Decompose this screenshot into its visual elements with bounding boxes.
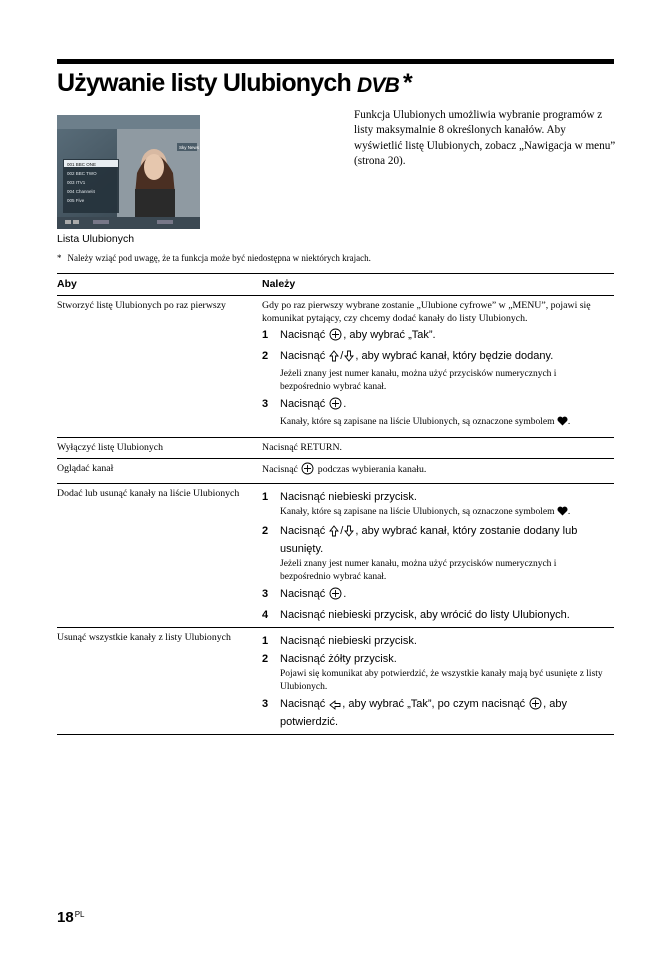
table-row bbox=[57, 438, 614, 459]
note-marker: * bbox=[57, 253, 62, 263]
row-instruction bbox=[262, 628, 614, 735]
availability-note bbox=[57, 252, 617, 264]
row-instruction bbox=[262, 484, 614, 628]
page-title-text: Używanie listy Ulubionych bbox=[57, 69, 351, 97]
step: 2 Nacisnąć żółty przycisk. bbox=[262, 653, 397, 665]
enter-button-icon bbox=[529, 697, 542, 715]
page-language: PL bbox=[74, 910, 85, 919]
page-number: 18 bbox=[57, 909, 74, 926]
table-row bbox=[57, 484, 614, 628]
row-instruction: Nacisnąć podczas wybierania kanału. bbox=[262, 459, 614, 484]
title-rule bbox=[57, 59, 614, 64]
enter-button-icon bbox=[329, 328, 342, 346]
table-row bbox=[57, 459, 614, 484]
screenshot-channel-row: 005 Five bbox=[67, 198, 85, 203]
left-arrow-icon bbox=[329, 700, 341, 715]
screenshot-channel-row: 002 BBC TWO bbox=[67, 171, 97, 176]
step-note: Kanały, które są zapisane na liście Ulubionych, są oznaczone symbolem . bbox=[280, 416, 608, 431]
page-footer bbox=[57, 909, 84, 927]
step-note: Jeżeli znany jest numer kanału, można użyć przycisków numerycznych i bezpośrednio wybrać kanał. bbox=[280, 369, 557, 392]
enter-button-icon bbox=[329, 397, 342, 415]
heart-icon bbox=[557, 416, 568, 431]
step: 3 Nacisnąć . bbox=[262, 397, 608, 415]
page-title bbox=[57, 66, 614, 104]
table-row bbox=[57, 296, 614, 438]
row-action: Oglądać kanał bbox=[57, 459, 262, 484]
screenshot-channel-row: 001 BBC ONE bbox=[67, 162, 97, 167]
row-intro: Gdy po raz pierwszy wybrane zostanie „Ulubione cyfrowe” w „MENU”, pojawi się komunikat pytający, czy chcemy dodać kanały do listy Ulubionych. bbox=[262, 300, 591, 324]
down-arrow-icon bbox=[344, 525, 354, 542]
favourites-list-screenshot bbox=[57, 115, 200, 229]
row-instruction: Nacisnąć RETURN. bbox=[262, 438, 614, 459]
step-note: Jeżeli znany jest numer kanału, można użyć przycisków numerycznych i bezpośrednio wybrać kanał. bbox=[280, 559, 557, 582]
row-action: Dodać lub usunąć kanały na liście Ulubionych bbox=[57, 484, 262, 628]
step-note: Pojawi się komunikat aby potwierdzić, że wszystkie kanały mają być usunięte z listy Ulubionych. bbox=[280, 669, 603, 692]
dvb-logo bbox=[357, 70, 403, 104]
row-instruction bbox=[262, 296, 614, 438]
down-arrow-icon bbox=[344, 350, 354, 367]
step: 4 Nacisnąć niebieski przycisk, aby wrócić do listy Ulubionych. bbox=[262, 609, 570, 621]
step: 1 Nacisnąć niebieski przycisk. bbox=[262, 491, 417, 503]
step-note: Kanały, które są zapisane na liście Ulubionych, są oznaczone symbolem . bbox=[280, 506, 608, 521]
step: 3 Nacisnąć , aby wybrać „Tak”, po czym nacisnąć , aby potwierdzić. bbox=[262, 698, 567, 728]
step: 2 Nacisnąć / , aby wybrać kanał, który zostanie dodany lub usunięty. bbox=[262, 525, 578, 555]
step: 1 Nacisnąć niebieski przycisk. bbox=[262, 635, 417, 647]
instruction-table bbox=[57, 273, 614, 735]
row-action: Stworzyć listę Ulubionych po raz pierwszy bbox=[57, 296, 262, 438]
up-arrow-icon bbox=[329, 350, 339, 367]
screenshot-channel-row: 004 Channel4 bbox=[67, 189, 96, 194]
screenshot-caption: Lista Ulubionych bbox=[57, 233, 135, 245]
table-row bbox=[57, 628, 614, 735]
enter-button-icon bbox=[329, 587, 342, 605]
up-arrow-icon bbox=[329, 525, 339, 542]
row-action: Usunąć wszystkie kanały z listy Ulubionych bbox=[57, 628, 262, 735]
enter-button-icon bbox=[301, 462, 314, 479]
title-asterisk: * bbox=[402, 69, 412, 97]
badge-text: Sky News bbox=[179, 145, 200, 150]
heart-icon bbox=[557, 506, 568, 521]
step: 2 Nacisnąć / , aby wybrać kanał, który będzie dodany. bbox=[262, 349, 608, 367]
screenshot-channel-row: 003 ITV1 bbox=[67, 180, 86, 185]
col-header-action: Aby bbox=[57, 274, 262, 296]
svg-text:DVB: DVB bbox=[356, 74, 399, 95]
note-text: Należy wziąć pod uwagę, że ta funkcja może być niedostępna w niektórych krajach. bbox=[67, 253, 371, 263]
step: 3 Nacisnąć . bbox=[262, 587, 608, 605]
intro-paragraph: Funkcja Ulubionych umożliwia wybranie programów z listy maksymalnie 8 określonych kanałów. Aby wyświetlić listę Ulubionych, zobacz „Nawigacja w menu” (strona 20). bbox=[354, 109, 616, 168]
row-action: Wyłączyć listę Ulubionych bbox=[57, 438, 262, 459]
col-header-instruction: Należy bbox=[262, 274, 614, 296]
step: 1 Nacisnąć , aby wybrać „Tak”. bbox=[262, 328, 608, 346]
